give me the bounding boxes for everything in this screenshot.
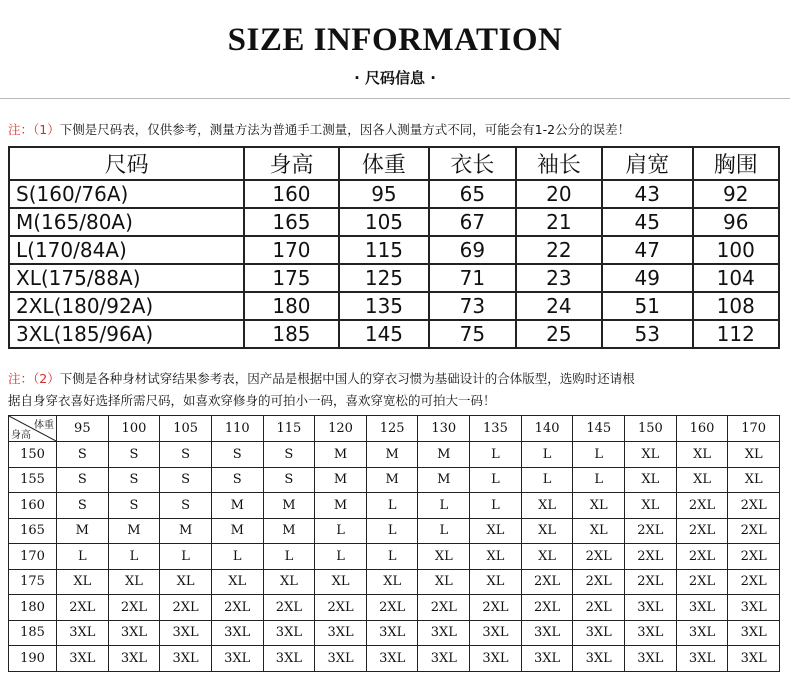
fit-size-cell: 3XL [108,646,160,672]
fit-size-cell: 2XL [728,493,780,519]
fit-size-cell: 2XL [57,595,109,621]
fit-size-cell: 2XL [263,595,315,621]
weight-header-cell: 95 [57,416,109,442]
fit-size-cell: S [160,493,212,519]
fit-size-cell: 3XL [573,646,625,672]
fit-size-cell: 2XL [315,595,367,621]
fit-size-cell: 3XL [108,620,160,646]
fit-size-cell: XL [625,442,677,468]
fit-size-cell: 3XL [315,620,367,646]
fit-size-cell: L [470,442,522,468]
fit-size-cell: L [366,544,418,570]
fit-size-cell: S [263,467,315,493]
fit-row [9,646,780,672]
size-row [9,292,779,320]
size-table-header [9,147,779,180]
fit-size-cell: S [57,467,109,493]
size-label-cell: XL(175/88A) [9,264,244,292]
size-row [9,236,779,264]
size-label-cell: 2XL(180/92A) [9,292,244,320]
height-header-cell: 160 [9,493,57,519]
weight-header-cell: 105 [160,416,212,442]
fit-size-cell: S [211,467,263,493]
fit-size-cell: 3XL [625,620,677,646]
size-value-cell: 23 [516,264,602,292]
fit-size-cell: XL [160,569,212,595]
size-value-cell: 67 [429,208,515,236]
size-col-header: 肩宽 [602,147,692,180]
fit-size-cell: XL [366,569,418,595]
weight-header-cell: 140 [521,416,573,442]
fit-size-cell: 3XL [211,646,263,672]
corner-height-label: 身高 [11,430,31,441]
fit-size-cell: L [57,544,109,570]
fit-size-cell: 2XL [625,569,677,595]
size-value-cell: 95 [339,180,429,208]
fit-row [9,620,780,646]
note-1-text: 下侧是尺码表，仅供参考，测量方法为普通手工测量，因各人测量方式不同，可能会有1-2公分的误差！ [59,122,631,137]
fit-size-cell: XL [108,569,160,595]
fit-size-cell: 2XL [521,595,573,621]
fit-size-cell: XL [521,518,573,544]
fit-size-cell: M [211,493,263,519]
fit-size-cell: 2XL [108,595,160,621]
fit-size-cell: 3XL [418,646,470,672]
note-2-line2: 据自身穿衣喜好选择所需尺码，如喜欢穿修身的可拍小一码，喜欢穿宽松的可拍大一码！ [8,393,496,408]
fit-size-cell: 3XL [57,646,109,672]
size-value-cell: 24 [516,292,602,320]
fit-size-cell: S [57,493,109,519]
fit-size-cell: 3XL [521,646,573,672]
size-value-cell: 21 [516,208,602,236]
height-header-cell: 190 [9,646,57,672]
size-col-header: 尺码 [9,147,244,180]
fit-size-cell: L [366,493,418,519]
fit-size-cell: 2XL [728,544,780,570]
size-value-cell: 108 [693,292,779,320]
fit-size-cell: L [366,518,418,544]
height-header-cell: 170 [9,544,57,570]
fit-size-cell: XL [57,569,109,595]
height-header-cell: 155 [9,467,57,493]
fit-size-cell: 2XL [573,569,625,595]
size-value-cell: 160 [244,180,338,208]
fit-size-cell: M [315,467,367,493]
size-value-cell: 75 [429,320,515,348]
fit-size-cell: L [573,442,625,468]
fit-size-cell: L [470,467,522,493]
size-value-cell: 92 [693,180,779,208]
fit-size-cell: 3XL [418,620,470,646]
fit-size-cell: 2XL [521,569,573,595]
weight-header-cell: 115 [263,416,315,442]
fit-size-cell: M [108,518,160,544]
fit-row [9,518,780,544]
fit-table-header [9,416,780,442]
fit-size-cell: 3XL [211,620,263,646]
fit-size-cell: M [160,518,212,544]
fit-size-cell: 3XL [676,646,728,672]
note-1-label: 注：（1） [8,122,60,137]
weight-header-cell: 100 [108,416,160,442]
fit-size-cell: 2XL [728,569,780,595]
fit-size-cell: 2XL [211,595,263,621]
fit-size-cell: M [315,493,367,519]
fit-size-cell: 2XL [160,595,212,621]
weight-header-cell: 110 [211,416,263,442]
fit-reference-table [8,415,780,672]
fit-table-corner [9,416,57,442]
size-row [9,264,779,292]
size-label-cell: M(165/80A) [9,208,244,236]
fit-size-cell: XL [521,493,573,519]
fit-size-cell: XL [573,493,625,519]
fit-size-cell: S [160,467,212,493]
fit-size-cell: XL [676,442,728,468]
size-value-cell: 170 [244,236,338,264]
fit-size-cell: L [521,467,573,493]
fit-size-cell: 2XL [470,595,522,621]
fit-size-cell: 3XL [263,646,315,672]
fit-row [9,544,780,570]
fit-size-cell: XL [625,493,677,519]
size-value-cell: 175 [244,264,338,292]
size-value-cell: 51 [602,292,692,320]
fit-size-cell: XL [676,467,728,493]
fit-size-cell: XL [625,467,677,493]
fit-size-cell: 2XL [573,595,625,621]
fit-row [9,442,780,468]
size-row [9,320,779,348]
fit-row [9,467,780,493]
divider [0,98,790,99]
fit-size-cell: 3XL [676,595,728,621]
fit-size-cell: 3XL [470,646,522,672]
fit-size-cell: L [108,544,160,570]
height-header-cell: 165 [9,518,57,544]
fit-size-cell: XL [418,544,470,570]
fit-size-cell: XL [470,569,522,595]
size-value-cell: 104 [693,264,779,292]
fit-size-cell: L [315,518,367,544]
weight-header-cell: 130 [418,416,470,442]
fit-size-cell: 2XL [676,518,728,544]
fit-size-cell: 3XL [573,620,625,646]
size-col-header: 体重 [339,147,429,180]
weight-header-cell: 120 [315,416,367,442]
fit-size-cell: L [160,544,212,570]
weight-header-cell: 160 [676,416,728,442]
weight-header-cell: 135 [470,416,522,442]
fit-size-cell: 3XL [263,620,315,646]
fit-size-cell: M [366,442,418,468]
fit-size-cell: XL [470,544,522,570]
fit-size-cell: M [211,518,263,544]
weight-header-cell: 170 [728,416,780,442]
size-value-cell: 125 [339,264,429,292]
fit-size-cell: 2XL [625,544,677,570]
size-value-cell: 115 [339,236,429,264]
fit-size-cell: S [108,442,160,468]
fit-row [9,493,780,519]
fit-size-cell: 3XL [470,620,522,646]
weight-header-cell: 145 [573,416,625,442]
fit-size-cell: 3XL [676,620,728,646]
fit-size-cell: 3XL [57,620,109,646]
fit-size-cell: XL [470,518,522,544]
height-header-cell: 180 [9,595,57,621]
fit-size-cell: 3XL [315,646,367,672]
fit-size-cell: M [57,518,109,544]
size-value-cell: 185 [244,320,338,348]
fit-size-cell: XL [521,544,573,570]
fit-size-cell: M [366,467,418,493]
fit-size-cell: 3XL [728,595,780,621]
note-2-line1: 下侧是各种身材试穿结果参考表，因产品是根据中国人的穿衣习惯为基础设计的合体版型，选购时还请根 [59,371,635,386]
fit-size-cell: M [418,442,470,468]
fit-row [9,569,780,595]
size-value-cell: 45 [602,208,692,236]
size-value-cell: 47 [602,236,692,264]
fit-size-cell: L [573,467,625,493]
fit-size-cell: S [108,493,160,519]
size-value-cell: 100 [693,236,779,264]
fit-size-cell: 3XL [160,620,212,646]
size-value-cell: 135 [339,292,429,320]
fit-size-cell: XL [728,442,780,468]
size-value-cell: 112 [693,320,779,348]
fit-size-cell: 3XL [366,646,418,672]
size-value-cell: 71 [429,264,515,292]
size-value-cell: 20 [516,180,602,208]
fit-size-cell: XL [728,467,780,493]
fit-size-cell: 2XL [418,595,470,621]
size-value-cell: 180 [244,292,338,320]
size-label-cell: L(170/84A) [9,236,244,264]
size-col-header: 袖长 [516,147,602,180]
fit-size-cell: S [211,442,263,468]
fit-size-cell: 2XL [728,518,780,544]
size-value-cell: 65 [429,180,515,208]
weight-header-cell: 125 [366,416,418,442]
size-value-cell: 25 [516,320,602,348]
fit-size-cell: L [521,442,573,468]
weight-header-cell: 150 [625,416,677,442]
size-row [9,180,779,208]
fit-size-cell: S [160,442,212,468]
size-value-cell: 165 [244,208,338,236]
size-col-header: 衣长 [429,147,515,180]
size-label-cell: 3XL(185/96A) [9,320,244,348]
fit-size-cell: M [263,518,315,544]
size-col-header: 胸围 [693,147,779,180]
fit-size-cell: 3XL [521,620,573,646]
fit-size-cell: L [470,493,522,519]
fit-size-cell: XL [263,569,315,595]
page-title: SIZE INFORMATION [227,22,563,58]
size-row [9,208,779,236]
fit-size-cell: XL [573,518,625,544]
fit-size-cell: 2XL [676,569,728,595]
note-1 [8,119,630,141]
fit-row [9,595,780,621]
fit-size-cell: L [418,518,470,544]
page-subtitle: · 尺码信息 · [354,69,436,87]
fit-size-cell: M [418,467,470,493]
corner-weight-label: 体重 [34,420,54,431]
fit-size-cell: M [263,493,315,519]
height-header-cell: 185 [9,620,57,646]
height-header-cell: 175 [9,569,57,595]
fit-size-cell: 3XL [728,646,780,672]
size-value-cell: 145 [339,320,429,348]
fit-size-cell: 2XL [676,493,728,519]
fit-size-cell: 3XL [160,646,212,672]
fit-size-cell: 2XL [625,518,677,544]
note-2-label: 注：（2） [8,371,60,386]
size-col-header: 身高 [244,147,338,180]
fit-size-cell: 3XL [366,620,418,646]
fit-size-cell: 3XL [625,646,677,672]
size-value-cell: 22 [516,236,602,264]
fit-size-cell: M [315,442,367,468]
fit-size-cell: XL [418,569,470,595]
size-value-cell: 43 [602,180,692,208]
fit-size-cell: L [315,544,367,570]
fit-size-cell: L [263,544,315,570]
fit-size-cell: 3XL [728,620,780,646]
height-header-cell: 150 [9,442,57,468]
size-value-cell: 53 [602,320,692,348]
fit-size-cell: 2XL [676,544,728,570]
fit-size-cell: S [57,442,109,468]
fit-size-cell: S [108,467,160,493]
fit-size-cell: 3XL [625,595,677,621]
fit-size-cell: 2XL [573,544,625,570]
size-value-cell: 96 [693,208,779,236]
fit-size-cell: L [211,544,263,570]
size-value-cell: 73 [429,292,515,320]
fit-size-cell: L [418,493,470,519]
size-value-cell: 49 [602,264,692,292]
size-value-cell: 105 [339,208,429,236]
fit-size-cell: 2XL [366,595,418,621]
size-value-cell: 69 [429,236,515,264]
size-table [8,146,780,349]
fit-size-cell: S [263,442,315,468]
fit-size-cell: XL [211,569,263,595]
fit-size-cell: XL [315,569,367,595]
size-label-cell: S(160/76A) [9,180,244,208]
note-2 [8,368,635,412]
